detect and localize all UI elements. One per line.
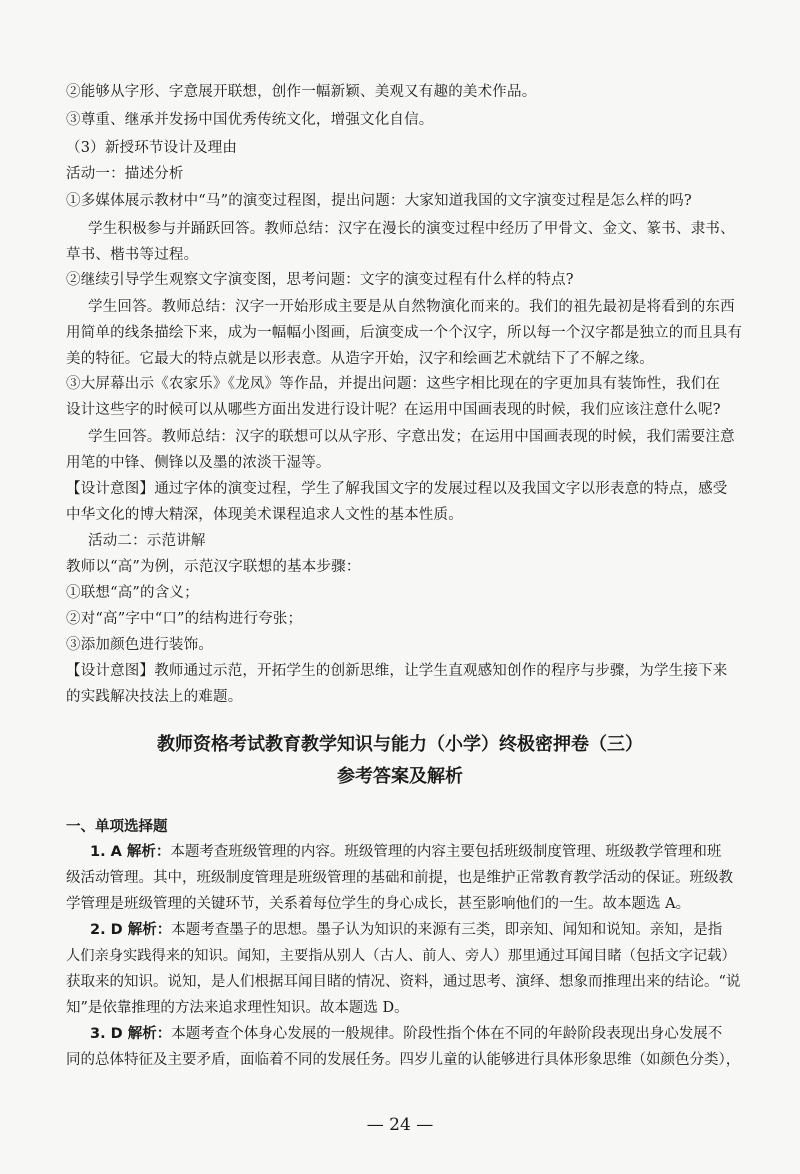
answer-1-line-3: 学管理是班级管理的关键环节，关系着每位学生的身心成长，甚至影响他们的一生。故本题选 A。 [66,896,691,912]
design-intent-1-line-1: 【设计意图】通过字体的演变过程，学生了解我国文字的发展过程以及我国文字以形表意的特点，感受 [66,481,728,497]
activity-2-title: 活动二：示范讲解 [88,533,206,549]
answer-2-label: 2. D 解析： [90,922,172,938]
answer-1-line-2: 级活动管理。其中，班级制度管理是班级管理的基础和前提，也是维护正常教育教学活动的保证。班级教 [66,870,733,886]
activity-1-answer-2-line-2: 用简单的线条描绘下来，成为一幅幅小图画，后演变成一个个汉字，所以每一个汉字都是独立的而且具有 [66,325,743,341]
answer-3-line-2: 同的总体特征及主要矛盾，面临着不同的发展任务。四岁儿童的认能够进行具体形象思维（如颜色分类）， [66,1052,741,1068]
objective-3: ③尊重、继承并发扬中国优秀传统文化，增强文化自信。 [66,112,434,128]
design-intent-2-line-2: 的实践解决技法上的难题。 [66,689,243,705]
section-new-lesson: （3）新授环节设计及理由 [66,140,238,156]
activity-2-step-2: ②对“高”字中“口”的结构进行夸张； [66,611,303,627]
activity-1-answer-1-line-2: 草书、楷书等过程。 [66,247,199,263]
answer-3-text: 本题考查个体身心发展的一般规律。阶段性指个体在不同的年龄阶段表现出身心发展不 [171,1026,723,1042]
answer-2-line-2: 人们亲身实践得来的知识。闻知，主要指从别人（古人、前人、旁人）那里通过耳闻目睹（包括文字记载） [66,948,736,964]
activity-2-intro: 教师以“高”为例，示范汉字联想的基本步骤： [66,559,361,575]
activity-1-question-1: ①多媒体展示教材中“马”的演变过程图，提出问题：大家知道我国的文字演变过程是怎么样的吗? [66,193,692,209]
activity-2-step-1: ①联想“高”的含义； [66,585,199,601]
answer-2-line-4: 知”是依靠推理的方法来追求理性知识。故本题选 D。 [66,1000,409,1016]
answer-2-text: 本题考查墨子的思想。墨子认为知识的来源有三类，即亲知、闻知和说知。亲知，是指 [171,922,723,938]
activity-1-answer-2-line-1: 学生回答。教师总结：汉字一开始形成主要是从自然物演化而来的。我们的祖先最初是将看到的东西 [88,299,735,315]
activity-2-step-3: ③添加颜色进行装饰。 [66,637,213,653]
answer-2-line-3: 获取来的知识。说知，是人们根据耳闻目睹的情况、资料，通过思考、演绎、想象而推理出来的结论。“说 [66,974,741,990]
page-number: — 24 — [366,1115,434,1135]
answer-1-label: 1. A 解析： [90,844,171,860]
activity-1-question-2: ②继续引导学生观察文字演变图，思考问题：文字的演变过程有什么样的特点? [66,272,574,288]
design-intent-2-line-1: 【设计意图】教师通过示范，开拓学生的创新思维，让学生直观感知创作的程序与步骤，为学生接下来 [66,663,728,679]
answer-1-text: 本题考查班级管理的内容。班级管理的内容主要包括班级制度管理、班级教学管理和班 [170,844,722,860]
activity-1-answer-2-line-3: 美的特征。它最大的特点就是以形表意。从造字开始，汉字和绘画艺术就结下了不解之缘。 [66,351,654,367]
answer-key-title: 参考答案及解析 [337,766,463,787]
exam-title: 教师资格考试教育教学知识与能力（小学）终极密押卷（三） [157,734,643,755]
objective-2: ②能够从字形、字意展开联想，创作一幅新颖、美观又有趣的美术作品。 [66,84,537,100]
activity-1-answer-3-line-1: 学生回答。教师总结：汉字的联想可以从字形、字意出发；在运用中国画表现的时候，我们需要注意 [88,429,735,445]
activity-1-answer-3-line-2: 用笔的中锋、侧锋以及墨的浓淡干湿等。 [66,455,331,471]
answer-1-line-1 [66,838,766,866]
answer-2-line-1 [66,916,766,944]
activity-1-answer-1-line-1: 学生积极参与并踊跃回答。教师总结：汉字在漫长的演变过程中经历了甲骨文、金文、篆书、隶书、 [88,221,735,237]
activity-1-title: 活动一：描述分析 [66,166,184,182]
design-intent-1-line-2: 中华文化的博大精深，体现美术课程追求人文性的基本性质。 [66,507,463,523]
activity-1-question-3-line-1: ③大屏幕出示《农家乐》《龙凤》等作品，并提出问题：这些字相比现在的字更加具有装饰性，我们在 [66,376,721,392]
answer-3-label: 3. D 解析： [90,1026,172,1042]
answer-3-line-1 [66,1020,766,1048]
section-single-choice: 一、单项选择题 [66,819,168,835]
activity-1-question-3-line-2: 设计这些字的时候可以从哪些方面出发进行设计呢？在运用中国画表现的时候，我们应该注意什么呢? [66,402,721,418]
